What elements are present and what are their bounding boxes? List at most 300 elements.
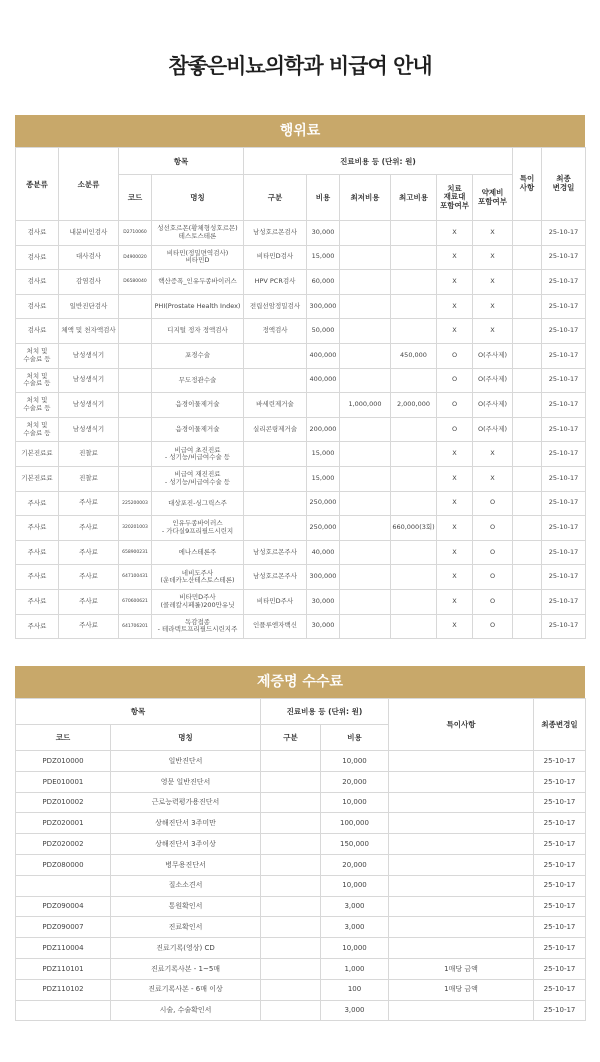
- cell-category: [244, 343, 307, 368]
- cell-note: [389, 771, 534, 792]
- cell-material: X: [437, 614, 473, 639]
- cell-category: [261, 854, 321, 875]
- cell-date: 25-10-17: [542, 565, 586, 590]
- cell-note: [389, 792, 534, 813]
- header-material: 치료 재료대 포함여부: [437, 175, 473, 221]
- cell-drug: O(주사제): [473, 368, 513, 393]
- cell-category: [261, 834, 321, 855]
- cell-note: [513, 343, 542, 368]
- cell-max: [391, 565, 437, 590]
- table-row: [16, 917, 586, 938]
- cell-category: 전립선암정밀검사: [244, 294, 307, 319]
- cell-cost: 100,000: [321, 813, 389, 834]
- cell-min: [340, 343, 391, 368]
- cell-minor: 남성생식기: [59, 393, 119, 418]
- cell-minor: 진찰료: [59, 442, 119, 467]
- cell-date: 25-10-17: [542, 393, 586, 418]
- cell-drug: X: [473, 466, 513, 491]
- cell-name: 통원확인서: [111, 896, 261, 917]
- cell-material: X: [437, 294, 473, 319]
- cell-cost: 250,000: [307, 491, 340, 516]
- header-max-cost: 최고비용: [391, 175, 437, 221]
- table-row: [16, 979, 586, 1000]
- header-code: 코드: [119, 175, 152, 221]
- cell-cost: [307, 393, 340, 418]
- header-note: 특이 사항: [513, 148, 542, 221]
- cell-name: 디지털 정자 정액검사: [152, 319, 244, 344]
- cell-drug: O(주사제): [473, 417, 513, 442]
- table-row: [16, 417, 586, 442]
- cell-material: X: [437, 319, 473, 344]
- cell-cost: 15,000: [307, 245, 340, 270]
- cell-min: [340, 516, 391, 541]
- cell-name: 영문 일반진단서: [111, 771, 261, 792]
- cell-name: 에나스테론주: [152, 540, 244, 565]
- cell-min: [340, 417, 391, 442]
- cell-name: 핵산증폭_인유두종바이러스: [152, 270, 244, 295]
- cell-drug: O(주사제): [473, 393, 513, 418]
- header-min-cost: 최저비용: [340, 175, 391, 221]
- cell-date: 25-10-17: [542, 245, 586, 270]
- table-row: [16, 854, 586, 875]
- cell-drug: O: [473, 565, 513, 590]
- cell-code: [119, 319, 152, 344]
- cell-date: 25-10-17: [534, 896, 586, 917]
- cell-note: [389, 751, 534, 772]
- cell-date: 25-10-17: [534, 854, 586, 875]
- cell-min: [340, 270, 391, 295]
- cell-cost: 30,000: [307, 589, 340, 614]
- cell-note: [513, 614, 542, 639]
- cell-minor: 남성생식기: [59, 417, 119, 442]
- cell-material: X: [437, 221, 473, 246]
- cell-name: 병무용진단서: [111, 854, 261, 875]
- cell-name: 상해진단서 3주미만: [111, 813, 261, 834]
- cell-name: 근로능력평가용진단서: [111, 792, 261, 813]
- cell-note: [513, 491, 542, 516]
- cell-category: [261, 896, 321, 917]
- cell-major: 주사료: [16, 540, 59, 565]
- cell-code: D2710060: [119, 221, 152, 246]
- cell-name: 음경이물제거술: [152, 417, 244, 442]
- cell-max: [391, 442, 437, 467]
- cell-name: 포경수술: [152, 343, 244, 368]
- cell-material: X: [437, 466, 473, 491]
- cell-max: [391, 221, 437, 246]
- procedure-fees-table: [15, 147, 586, 639]
- cell-material: X: [437, 270, 473, 295]
- table-row: [16, 751, 586, 772]
- cell-cost: 60,000: [307, 270, 340, 295]
- table-row: [16, 938, 586, 959]
- cell-cost: 250,000: [307, 516, 340, 541]
- cell-drug: O(주사제): [473, 343, 513, 368]
- cell-cost: 10,000: [321, 751, 389, 772]
- cell-code: D6580040: [119, 270, 152, 295]
- cell-name: 질소소견서: [111, 875, 261, 896]
- cell-material: O: [437, 393, 473, 418]
- cell-cost: 10,000: [321, 938, 389, 959]
- table-row: [16, 491, 586, 516]
- cell-name: 비타민(정밀면역검사) 비타민D: [152, 245, 244, 270]
- cell-note: [389, 854, 534, 875]
- cell-material: X: [437, 516, 473, 541]
- table-row: [16, 368, 586, 393]
- table-row: [16, 834, 586, 855]
- cell-min: [340, 614, 391, 639]
- certificate-rows: [16, 751, 586, 1021]
- cell-material: O: [437, 417, 473, 442]
- cell-code: PDZ110101: [16, 958, 111, 979]
- cell-cost: 10,000: [321, 792, 389, 813]
- cell-cost: 400,000: [307, 368, 340, 393]
- cell-note: [513, 589, 542, 614]
- table-row: [16, 958, 586, 979]
- cell-max: [391, 319, 437, 344]
- cell-cost: 1,000: [321, 958, 389, 979]
- cell-code: [119, 417, 152, 442]
- cell-max: 450,000: [391, 343, 437, 368]
- cell-category: [244, 442, 307, 467]
- cell-minor: 내분비인검사: [59, 221, 119, 246]
- cell-name: 진료기록사본 - 6매 이상: [111, 979, 261, 1000]
- cell-cost: 15,000: [307, 442, 340, 467]
- cell-material: X: [437, 245, 473, 270]
- cell-date: 25-10-17: [542, 516, 586, 541]
- cell-name: 상해진단서 3주이상: [111, 834, 261, 855]
- header-name: 명칭: [152, 175, 244, 221]
- cell-max: [391, 368, 437, 393]
- table-row: [16, 540, 586, 565]
- cell-major: 처치 및 수술료 등: [16, 368, 59, 393]
- procedure-rows: [16, 221, 586, 639]
- cell-code: PDZ010000: [16, 751, 111, 772]
- cell-date: 25-10-17: [542, 614, 586, 639]
- cell-code: [119, 393, 152, 418]
- cell-code: PDZ090004: [16, 896, 111, 917]
- cell-minor: 주사료: [59, 565, 119, 590]
- table-row: [16, 294, 586, 319]
- cell-max: [391, 245, 437, 270]
- cell-major: 주사료: [16, 589, 59, 614]
- cell-code: [119, 343, 152, 368]
- cell-material: X: [437, 589, 473, 614]
- cell-category: 남성호르몬주사: [244, 540, 307, 565]
- cell-drug: X: [473, 319, 513, 344]
- cell-code: [16, 875, 111, 896]
- cell-note: [513, 466, 542, 491]
- cell-cost: 40,000: [307, 540, 340, 565]
- table-row: [16, 516, 586, 541]
- header-updated: 최종 변경일: [542, 148, 586, 221]
- table-row: [16, 466, 586, 491]
- cell-note: [513, 516, 542, 541]
- cell-max: [391, 614, 437, 639]
- cell-note: 1매당 금액: [389, 979, 534, 1000]
- cell-cost: 300,000: [307, 294, 340, 319]
- table-row: [16, 221, 586, 246]
- cell-note: [513, 442, 542, 467]
- cell-name: 대상포진-싱그릭스주: [152, 491, 244, 516]
- certificate-fees-header: 제증명 수수료: [15, 666, 585, 698]
- cell-note: [513, 393, 542, 418]
- cell-max: [391, 540, 437, 565]
- cell-drug: O: [473, 540, 513, 565]
- cell-minor: 대사검사: [59, 245, 119, 270]
- cell-max: [391, 491, 437, 516]
- table-row: [16, 813, 586, 834]
- cell-min: [340, 319, 391, 344]
- cell-max: [391, 466, 437, 491]
- procedure-fees-section: [15, 115, 585, 639]
- cell-minor: 주사료: [59, 614, 119, 639]
- cell-minor: 일반진단검사: [59, 294, 119, 319]
- table-row: [16, 245, 586, 270]
- cert-header-code: 코드: [16, 725, 111, 751]
- cell-code: PDZ110004: [16, 938, 111, 959]
- cert-header-note: 특이사항: [389, 699, 534, 751]
- cell-minor: 진찰료: [59, 466, 119, 491]
- cell-date: 25-10-17: [534, 917, 586, 938]
- cell-note: [513, 245, 542, 270]
- cell-code: [119, 466, 152, 491]
- cell-minor: 남성생식기: [59, 343, 119, 368]
- cell-max: 660,000(3회): [391, 516, 437, 541]
- cell-min: [340, 540, 391, 565]
- cell-cost: 3,000: [321, 917, 389, 938]
- cell-date: 25-10-17: [542, 442, 586, 467]
- cell-major: 검사료: [16, 294, 59, 319]
- cell-note: [389, 938, 534, 959]
- cell-code: 658900231: [119, 540, 152, 565]
- header-category: 구분: [244, 175, 307, 221]
- cell-name: 일반진단서: [111, 751, 261, 772]
- cell-date: 25-10-17: [542, 491, 586, 516]
- cell-date: 25-10-17: [534, 875, 586, 896]
- cell-date: 25-10-17: [542, 270, 586, 295]
- cell-date: 25-10-17: [542, 417, 586, 442]
- cert-header-name: 명칭: [111, 725, 261, 751]
- table-row: [16, 343, 586, 368]
- cell-code: 641706201: [119, 614, 152, 639]
- header-item: 항목: [119, 148, 244, 175]
- cell-note: [513, 565, 542, 590]
- table-row: [16, 771, 586, 792]
- table-row: [16, 319, 586, 344]
- cell-category: 비타민D검사: [244, 245, 307, 270]
- cell-min: [340, 368, 391, 393]
- cell-category: [261, 771, 321, 792]
- cell-name: 음경이물제거술: [152, 393, 244, 418]
- cell-category: 인플루엔자백신: [244, 614, 307, 639]
- table-row: [16, 896, 586, 917]
- cell-category: HPV PCR검사: [244, 270, 307, 295]
- table-row: [16, 565, 586, 590]
- cell-drug: X: [473, 294, 513, 319]
- cell-code: PDZ090007: [16, 917, 111, 938]
- cert-header-cost: 비용: [321, 725, 389, 751]
- cell-category: 정액검사: [244, 319, 307, 344]
- cell-note: [513, 270, 542, 295]
- cell-minor: 주사료: [59, 589, 119, 614]
- cell-material: O: [437, 343, 473, 368]
- table-row: [16, 589, 586, 614]
- cell-date: 25-10-17: [534, 792, 586, 813]
- cell-category: 바세린제거술: [244, 393, 307, 418]
- cell-note: [513, 319, 542, 344]
- cert-header-item: 항목: [16, 699, 261, 725]
- cert-header-updated: 최종변경일: [534, 699, 586, 751]
- page-title: 참좋은비뇨의학과 비급여 안내: [168, 54, 432, 78]
- cell-major: 주사료: [16, 565, 59, 590]
- cell-material: X: [437, 491, 473, 516]
- cell-category: [244, 368, 307, 393]
- cell-minor: 주사료: [59, 491, 119, 516]
- cell-code: PDZ080000: [16, 854, 111, 875]
- cell-name: 비타민D주사 (콜레칼시페롤)200만유닛: [152, 589, 244, 614]
- cell-category: [261, 813, 321, 834]
- header-fee-group: 진료비용 등 (단위: 원): [244, 148, 513, 175]
- cell-date: 25-10-17: [534, 771, 586, 792]
- cell-date: 25-10-17: [542, 466, 586, 491]
- cell-cost: 50,000: [307, 319, 340, 344]
- cell-min: [340, 221, 391, 246]
- cell-major: 처치 및 수술료 등: [16, 393, 59, 418]
- cell-max: [391, 589, 437, 614]
- cell-code: D4900020: [119, 245, 152, 270]
- cell-material: O: [437, 368, 473, 393]
- cell-cost: 15,000: [307, 466, 340, 491]
- certificate-fees-table: [15, 698, 586, 1021]
- table-row: [16, 393, 586, 418]
- table-row: [16, 614, 586, 639]
- header-cost: 비용: [307, 175, 340, 221]
- cell-category: 실리콘링제거술: [244, 417, 307, 442]
- cell-name: PHI(Prostate Health Index): [152, 294, 244, 319]
- cell-note: [389, 896, 534, 917]
- cell-min: [340, 442, 391, 467]
- cell-code: [119, 368, 152, 393]
- cell-code: PDZ010002: [16, 792, 111, 813]
- cell-major: 기본진료료: [16, 466, 59, 491]
- cell-category: [244, 491, 307, 516]
- cell-major: 검사료: [16, 245, 59, 270]
- cell-min: [340, 466, 391, 491]
- cell-code: PDZ020002: [16, 834, 111, 855]
- cell-date: 25-10-17: [542, 540, 586, 565]
- cell-note: [513, 368, 542, 393]
- header-major: 종분류: [16, 148, 59, 221]
- cell-drug: O: [473, 516, 513, 541]
- cell-name: 진료확인서: [111, 917, 261, 938]
- cell-drug: O: [473, 589, 513, 614]
- cell-minor: 감염검사: [59, 270, 119, 295]
- cell-cost: 100: [321, 979, 389, 1000]
- cell-name: 진료기록(영상) CD: [111, 938, 261, 959]
- cell-drug: X: [473, 245, 513, 270]
- cell-major: 주사료: [16, 614, 59, 639]
- cell-cost: 150,000: [321, 834, 389, 855]
- cell-category: [261, 875, 321, 896]
- cell-name: 시술, 수술확인서: [111, 1000, 261, 1021]
- cell-note: [389, 813, 534, 834]
- certificate-fees-section: [15, 666, 585, 1021]
- cell-cost: 20,000: [321, 854, 389, 875]
- cell-min: [340, 294, 391, 319]
- cert-header-category: 구분: [261, 725, 321, 751]
- cell-major: 기본진료료: [16, 442, 59, 467]
- cell-category: [261, 938, 321, 959]
- cell-note: [513, 417, 542, 442]
- cell-note: [389, 875, 534, 896]
- cell-drug: O: [473, 614, 513, 639]
- cell-date: 25-10-17: [534, 958, 586, 979]
- cell-drug: X: [473, 442, 513, 467]
- cell-category: [244, 516, 307, 541]
- cell-max: 2,000,000: [391, 393, 437, 418]
- cell-material: X: [437, 442, 473, 467]
- cell-date: 25-10-17: [542, 343, 586, 368]
- cell-minor: 남성생식기: [59, 368, 119, 393]
- cell-name: 독감접종 - 테라텍트프리필드시린지주: [152, 614, 244, 639]
- cell-date: 25-10-17: [534, 979, 586, 1000]
- cell-category: [261, 1000, 321, 1021]
- cell-name: 진료기록사본 - 1~5매: [111, 958, 261, 979]
- cell-major: 주사료: [16, 491, 59, 516]
- cell-max: [391, 417, 437, 442]
- cell-major: 주사료: [16, 516, 59, 541]
- cell-major: 검사료: [16, 270, 59, 295]
- cell-category: [261, 917, 321, 938]
- cell-min: [340, 491, 391, 516]
- cell-minor: 주사료: [59, 540, 119, 565]
- cell-code: 225200003: [119, 491, 152, 516]
- cell-major: 검사료: [16, 319, 59, 344]
- cell-cost: 3,000: [321, 896, 389, 917]
- cell-code: [119, 442, 152, 467]
- cell-major: 처치 및 수술료 등: [16, 417, 59, 442]
- cell-category: 남성호르몬주사: [244, 565, 307, 590]
- cell-category: [261, 751, 321, 772]
- cell-name: 무도정관수술: [152, 368, 244, 393]
- cell-note: [389, 917, 534, 938]
- cell-date: 25-10-17: [534, 1000, 586, 1021]
- cell-code: 320201003: [119, 516, 152, 541]
- cell-max: [391, 294, 437, 319]
- cell-drug: O: [473, 491, 513, 516]
- table-row: [16, 875, 586, 896]
- cell-cost: 400,000: [307, 343, 340, 368]
- cell-name: 비급여 재진진료 - 성기능/비급여수술 등: [152, 466, 244, 491]
- cell-max: [391, 270, 437, 295]
- cell-date: 25-10-17: [542, 589, 586, 614]
- cell-minor: 주사료: [59, 516, 119, 541]
- cell-cost: 10,000: [321, 875, 389, 896]
- cell-min: [340, 589, 391, 614]
- cell-date: 25-10-17: [534, 834, 586, 855]
- cell-name: 네비도주사 (운데카노산테스토스테론): [152, 565, 244, 590]
- cell-cost: 30,000: [307, 221, 340, 246]
- cell-cost: 20,000: [321, 771, 389, 792]
- cell-major: 검사료: [16, 221, 59, 246]
- table-row: [16, 1000, 586, 1021]
- cell-date: 25-10-17: [542, 221, 586, 246]
- cell-category: [261, 792, 321, 813]
- cell-category: [261, 979, 321, 1000]
- cell-name: 성선호르몬(황체형성호르몬) 테스토스테론: [152, 221, 244, 246]
- cell-min: [340, 245, 391, 270]
- cell-note: [389, 1000, 534, 1021]
